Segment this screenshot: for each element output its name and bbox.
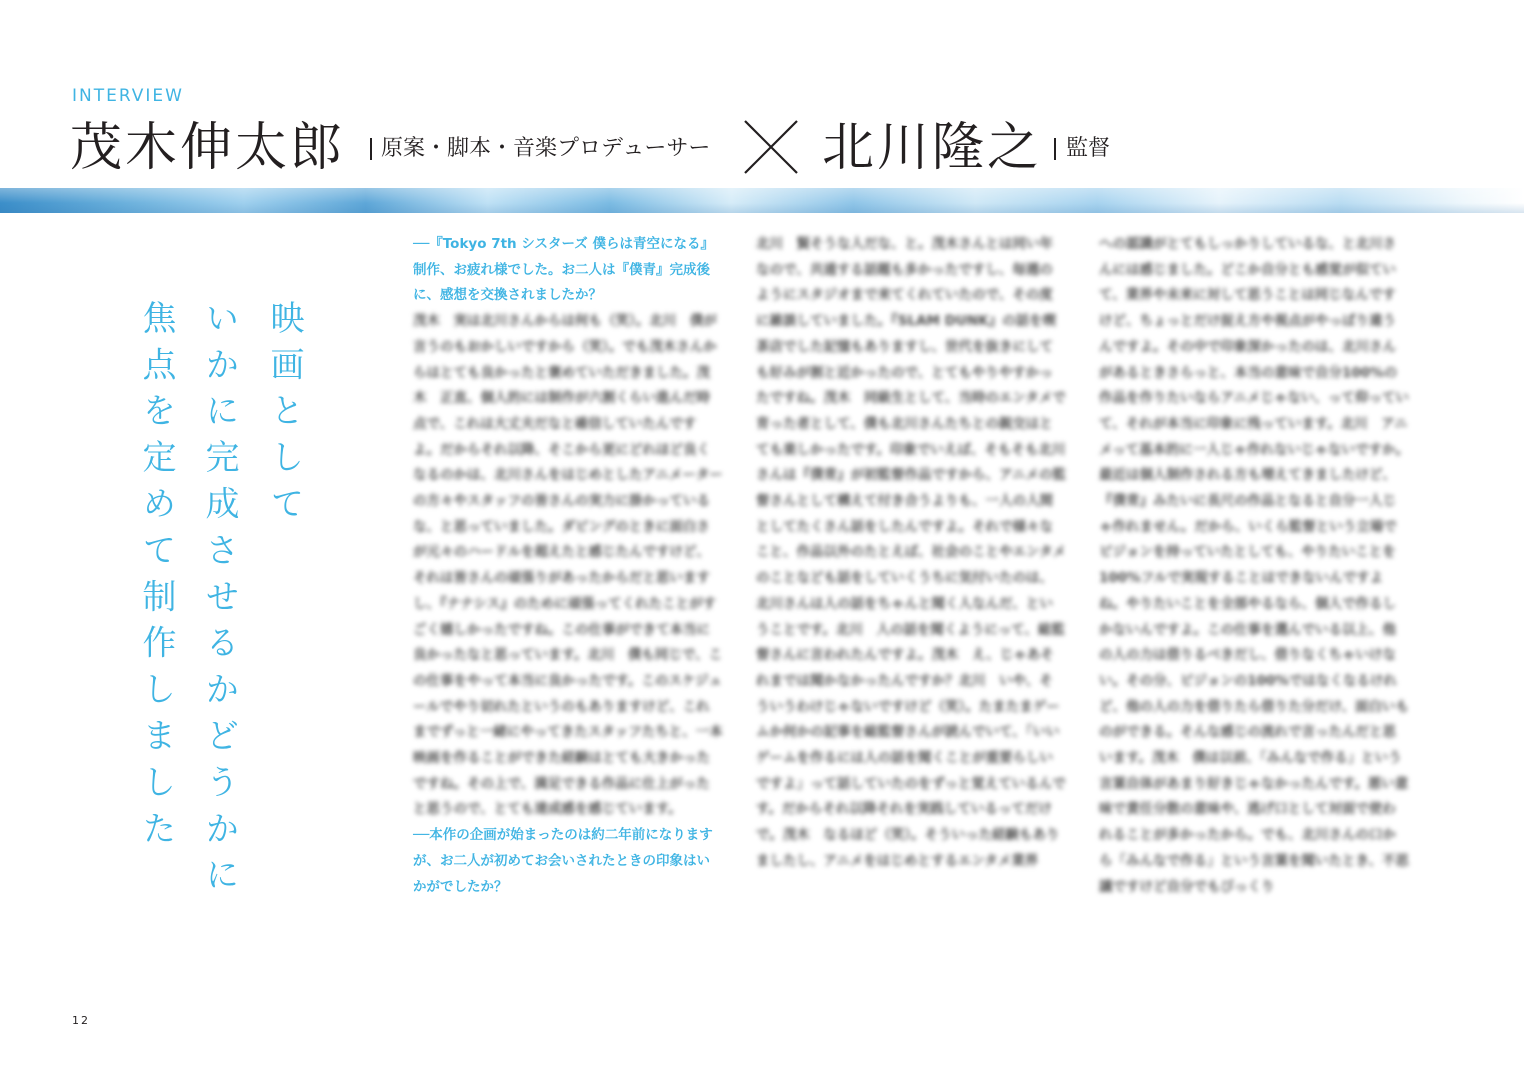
interviewee-role-1: 原案・脚本・音楽プロデューサー	[381, 136, 711, 161]
title-separator-1	[370, 138, 372, 160]
cross-icon	[742, 118, 800, 176]
title-separator-2	[1054, 138, 1056, 160]
interviewee-name-2: 北川隆之	[822, 118, 1043, 178]
pull-quote-line-3: 焦点を定めて制作しました	[136, 300, 176, 857]
blurred-answer-text: 北川 賢そうな人だな、と。茂木さんとは同い年なので、共通する話題も多かったですし、毎週のようにスタジオまで来てくれていたので、その度に雑談していました。『SLAM DUNK』の話を喫茶店でした記憶もありますし、世代を抜きにしても好みが割と近かったので、とてもやりやすかったですね。茂木 同級生として、当時のエンタメで育った者として、僕も北川さんたちとの親交はとても楽しかったです。印象でいえば、そもそも北川さんは『僕青』が初監督作品ですから、アニメの監督さんとして構えて付き合うよりも、一人の人間としてたくさん話をしたんですよ。それで様々なこと、作品以外のたとえば、社会のことやエンタメのことなども話をしていくうちに気付いたのは、北川さんは人の話をちゃんと聞く人なんだ、ということです。北川 人の話を聞くようにって、総監督さんに言われたんですよ。茂木 え、じゃあそれまでは聞かなかったんですか？北川 いや、そういうわけじゃないですけど（笑）。たまたまゲームか何かの記事を総監督さんが読んでいて、「いいゲームを作るには人の話を聞くことが重要らしいですよ」って話していたのをずっと覚えているんです。だからそれ以降それを実践しているってだけで。茂木 なるほど（笑）。そういった経験もありましたし、アニメをはじめとするエンタメ業界	[756, 236, 1066, 869]
sky-banner-shading	[0, 188, 1524, 213]
interview-question-2: ──本作の企画が始まったのは約二年前になりますが、お二人が初めてお会いされたときの印象はいかがでしたか？	[413, 827, 713, 895]
body-column-1	[413, 232, 723, 900]
blurred-answer-text: への認識がとてもしっかりしているな、と北川さんには感じました。どこか自分とも感覚が似ていて、業界や未来に対して思うことは同じなんですけど、ちょっとだけ捉え方や視点がやっぱり違うんですよ。その中で印象深かったのは、北川さんがあるときさらっと、本当の意味で自分100%の作品を作りたいならアニメじゃない、って仰っていて、それが本当に印象に残っています。北川 アニメって基本的に一人じゃ作れないじゃないですか。最近は個人制作される方も増えてきましたけど、『僕青』みたいに長尺の作品となると自分一人じゃ作れません。だから、いくら監督という立場でビジョンを持っていたとしても、やりたいことを100%フルで実現することはできないんですよね。やりたいことを全部やるなら、個人で作るしかないんですよ。この仕事を選んでいる以上、他の人の力は借りるべきだし、借りなくちゃいけない。その分、ビジョンの100%ではなくなるけれど、他の人の力を借りたら借りた分だけ、面白いものができる。そんな感じの流れで言ったんだと思います。茂木 僕は以前、「みんなで作る」という言葉自体があまり好きじゃなかったんです。悪い意味で責任分散の意味や、逃げ口として対面で使われることが多かったから。でも、北川さんの口から「みんなで作る」という言葉を聞いたとき、不思議ですけど自分でもびっくり	[1099, 236, 1409, 895]
body-column-3	[1099, 232, 1409, 900]
page-number: 12	[72, 1014, 90, 1027]
pull-quote-line-1: 映画として	[264, 300, 304, 532]
interview-question-1: ──『Tokyo 7th シスターズ 僕らは青空になる』制作、お疲れ様でした。お二人は『僕青』完成後に、感想を交換されましたか？	[413, 236, 714, 304]
section-kicker: INTERVIEW	[72, 86, 184, 106]
body-column-2	[756, 232, 1066, 875]
interviewee-name-1: 茂木伸太郎	[70, 118, 346, 178]
blurred-answer-text: 茂木 実は北川さんからは何も（笑）。北川 僕が言うのもおかしいですから（笑）。でも茂木さんからはとても良かったと褒めていただきました。茂木 正直、個人的には制作が六割くらい進んだ時点で、これは大丈夫だなと確信していたんですよ。だからそれ以降、そこから更にどれほど良くなるのかは、北川さんをはじめとしたアニメーターの方々やスタッフの皆さんの実力に掛かっているな、と思っていました。ダビングのときに面白さが元々のハードルを超えたと感じたんですけど、それは皆さんの頑張りがあったからだと思いますし、『ナナシス』のために頑張ってくれたことがすごく嬉しかったですね。この仕事ができて本当に良かったなと思っています。北川 僕も同じで、この仕事をやって本当に良かったです。このスケジュールでやり切れたというのもありますけど、これまでずっと一緒にやってきたスタッフたちと、一本映画を作ることができた経験はとても大きかったですね。その上で、満足できる作品に仕上がったと思うので、とても達成感を感じています。	[413, 313, 723, 818]
interviewee-role-2: 監督	[1066, 136, 1111, 161]
pull-quote-line-2: いかに完成させるかどうかに	[199, 300, 239, 904]
